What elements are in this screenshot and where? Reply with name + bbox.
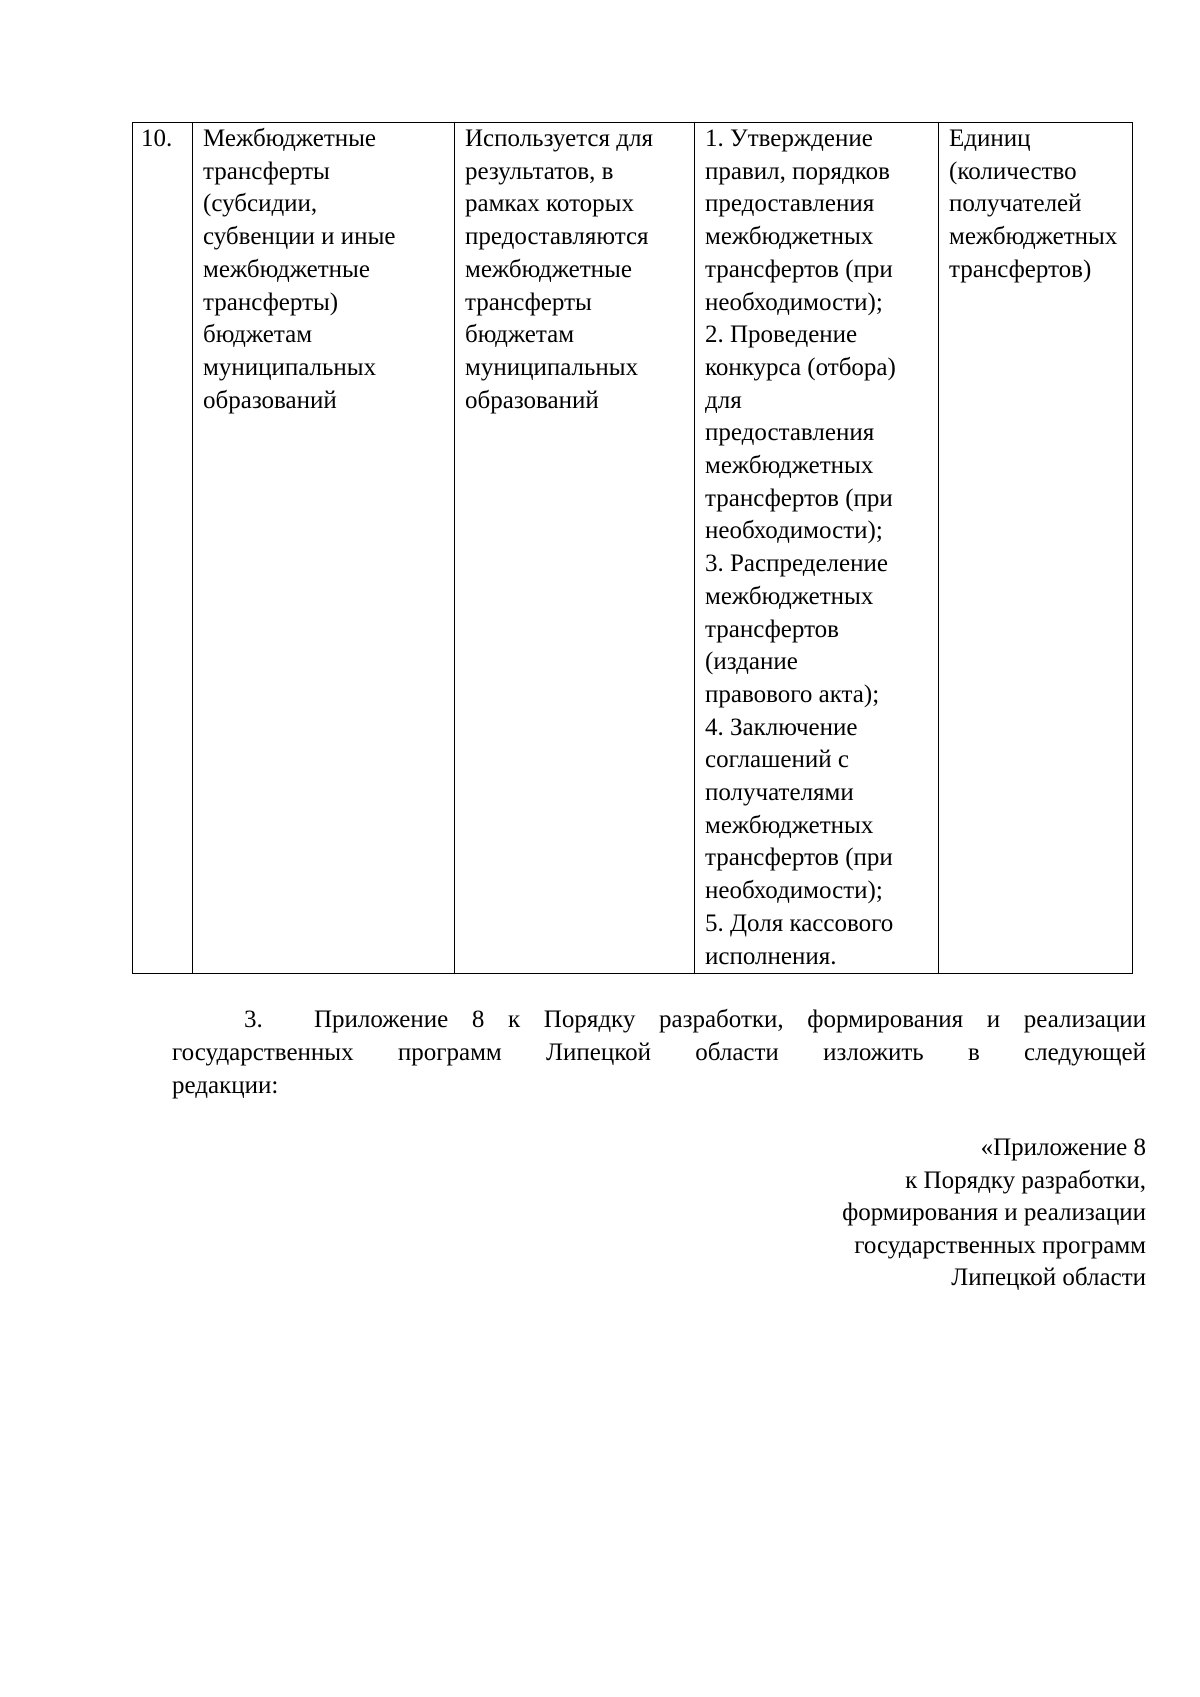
step-text-line: исполнения. bbox=[705, 942, 837, 970]
name-text-line: муниципальных bbox=[203, 353, 377, 381]
steps-cell bbox=[695, 123, 939, 974]
paragraph-number: 3. bbox=[244, 1006, 263, 1033]
name-text-line: трансферты bbox=[203, 157, 330, 185]
step-text-line: (издание bbox=[705, 648, 798, 676]
usage-text-line: бюджетам bbox=[465, 321, 575, 349]
usage-text-line: рамках которых bbox=[465, 190, 634, 218]
indicator-table bbox=[132, 122, 1133, 974]
unit-text-line: Единиц bbox=[949, 125, 1031, 152]
appendix-line: Липецкой области bbox=[951, 1264, 1146, 1291]
name-text-line: субвенции и иные bbox=[203, 223, 396, 251]
step-text-line: 3. Распределение bbox=[705, 550, 888, 578]
paragraph-line: редакции: bbox=[172, 1072, 279, 1099]
step-text-line: трансфертов (при bbox=[705, 844, 893, 872]
step-text-line: конкурса (отбора) bbox=[705, 353, 896, 381]
step-text-line: трансфертов (при bbox=[705, 484, 893, 512]
name-text-line: (субсидии, bbox=[203, 190, 318, 218]
unit-text-line: трансфертов) bbox=[949, 255, 1092, 283]
appendix-heading bbox=[842, 1132, 1146, 1295]
step-text-line: 1. Утверждение bbox=[705, 125, 873, 152]
paragraph-line: государственных программ Липецкой области изложить в следующей bbox=[172, 1039, 1146, 1066]
step-text-line: необходимости); bbox=[705, 877, 883, 905]
step-text-line: 4. Заключение bbox=[705, 713, 858, 741]
appendix-line: формирования и реализации bbox=[842, 1199, 1146, 1226]
row-number-cell bbox=[133, 123, 193, 974]
step-text-line: правового акта); bbox=[705, 680, 880, 708]
usage-text-line: образований bbox=[465, 386, 599, 414]
step-text-line: соглашений с bbox=[705, 746, 849, 774]
step-text-line: межбюджетных bbox=[705, 452, 874, 480]
step-text-line: предоставления bbox=[705, 190, 875, 218]
usage-text-line: межбюджетные bbox=[465, 255, 632, 283]
step-text-line: получателями bbox=[705, 779, 854, 807]
usage-text-line: муниципальных bbox=[465, 353, 639, 381]
step-text-line: 5. Доля кассового bbox=[705, 909, 894, 937]
name-text-line: образований bbox=[203, 386, 337, 414]
usage-text-line: Используется для bbox=[465, 125, 653, 152]
step-text-line: правил, порядков bbox=[705, 157, 890, 185]
unit-text-line: межбюджетных bbox=[949, 223, 1118, 251]
unit-cell bbox=[939, 123, 1133, 974]
step-text-line: предоставления bbox=[705, 419, 875, 447]
step-text-line: для bbox=[705, 386, 742, 414]
appendix-line: «Приложение 8 bbox=[980, 1134, 1146, 1161]
usage-cell bbox=[455, 123, 695, 974]
step-text-line: необходимости); bbox=[705, 517, 883, 545]
step-text-line: трансфертов bbox=[705, 615, 839, 643]
paragraph-line bbox=[172, 1003, 1146, 1036]
step-text-line: 2. Проведение bbox=[705, 321, 858, 349]
usage-text-line: результатов, в bbox=[465, 157, 614, 185]
paragraph-line-1-text: Приложение 8 к Порядку разработки, формирования и реализации bbox=[314, 1006, 1146, 1033]
paragraph-3 bbox=[172, 1003, 1146, 1102]
name-text-line: трансферты) bbox=[203, 288, 339, 316]
step-text-line: трансфертов (при bbox=[705, 255, 893, 283]
appendix-line: государственных программ bbox=[854, 1231, 1146, 1259]
step-text-line: межбюджетных bbox=[705, 811, 874, 839]
appendix-line: к Порядку разработки, bbox=[905, 1166, 1146, 1194]
step-text-line: необходимости); bbox=[705, 288, 883, 316]
step-text-line: межбюджетных bbox=[705, 582, 874, 610]
name-cell bbox=[193, 123, 455, 974]
unit-text-line: (количество bbox=[949, 157, 1077, 185]
table-row bbox=[133, 123, 1133, 974]
usage-text-line: трансферты bbox=[465, 288, 592, 316]
step-text-line: межбюджетных bbox=[705, 223, 874, 251]
name-text-line: бюджетам bbox=[203, 321, 313, 349]
name-text-line: межбюджетные bbox=[203, 255, 370, 283]
name-text-line: Межбюджетные bbox=[203, 125, 377, 152]
usage-text-line: предоставляются bbox=[465, 223, 649, 251]
unit-text-line: получателей bbox=[949, 190, 1082, 218]
row-number: 10. bbox=[141, 125, 173, 152]
